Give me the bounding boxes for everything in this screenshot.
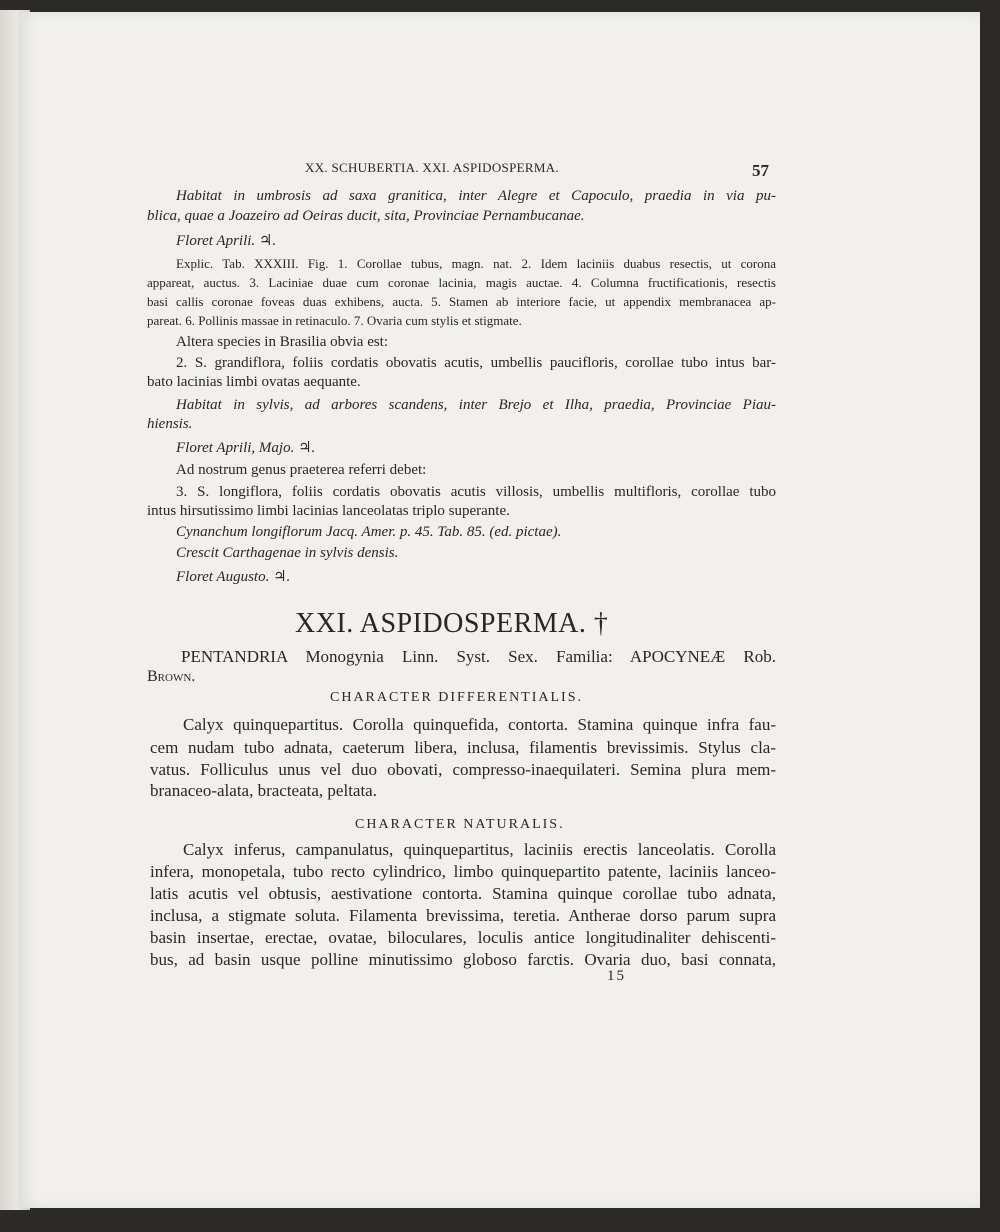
explic-line-2: appareat, auctus. 3. Laciniae duae cum coronae lacinia, magis auctae. 4. Columna fructificationis, resectis bbox=[147, 275, 776, 290]
page-number: 57 bbox=[752, 161, 769, 180]
floret-line-1: Floret Aprili. ♃. bbox=[176, 233, 277, 249]
explic-line-3: basi callis coronae foveas duas exhibens, aucta. 5. Stamen ab interiore facie, ut appendix membranacea ap- bbox=[147, 294, 776, 309]
habitat-line-1: Habitat in umbrosis ad saxa granitica, inter Alegre et Capoculo, praedia in via pu- bbox=[176, 188, 776, 204]
naturalis-line-4: inclusa, a stigmate soluta. Filamenta brevissima, teretia. Antherae dorso parum supra bbox=[150, 906, 776, 925]
differentialis-line-2: cem nudam tubo adnata, caeterum libera, inclusa, filamentis brevissimis. Stylus cla- bbox=[150, 738, 776, 757]
altera-species-line: Altera species in Brasilia obvia est: bbox=[176, 334, 389, 350]
naturalis-line-1: Calyx inferus, campanulatus, quinquepartitus, laciniis erectis lanceolatis. Corolla bbox=[183, 840, 776, 859]
crescit-line: Crescit Carthagenae in sylvis densis. bbox=[176, 545, 399, 561]
habitat-2-line-2: hiensis. bbox=[147, 416, 193, 432]
species-2-line-1: 2. S. grandiflora, foliis cordatis obovatis acutis, umbellis paucifloris, corollae tubo intus bar- bbox=[176, 355, 776, 371]
naturalis-line-5: basin insertae, erectae, ovatae, biloculares, loculis antice longitudinaliter dehiscenti- bbox=[150, 928, 776, 947]
species-3-line-2: intus hirsutissimo limbi lacinias lanceolatas triplo superante. bbox=[147, 503, 510, 519]
species-2-line-2: bato lacinias limbi ovatas aequante. bbox=[147, 374, 361, 390]
naturalis-line-2: infera, monopetala, tubo recto cylindrico, limbo quinquepartito patente, laciniis lanceo- bbox=[150, 862, 776, 881]
signature-mark: 15 bbox=[607, 968, 626, 984]
classification-line-1: PENTANDRIA Monogynia Linn. Syst. Sex. Familia: APOCYNEÆ Rob. bbox=[181, 647, 776, 666]
naturalis-line-6: bus, ad basin usque polline minutissimo globoso farctis. Ovaria duo, basi connata, bbox=[150, 950, 776, 969]
species-3-line-1: 3. S. longiflora, foliis cordatis obovatis acutis villosis, umbellis multifloris, corollae tubo bbox=[176, 484, 776, 500]
habitat-2-line-1: Habitat in sylvis, ad arbores scandens, inter Brejo et Ilha, praedia, Provinciae Piau- bbox=[176, 397, 776, 413]
differentialis-line-3: vatus. Folliculus unus vel duo obovati, compresso-inaequilateri. Semina plura mem- bbox=[150, 760, 776, 779]
ad-nostrum-line: Ad nostrum genus praeterea referri debet: bbox=[176, 462, 427, 478]
differentialis-line-1: Calyx quinquepartitus. Corolla quinquefida, contorta. Stamina quinque infra fau- bbox=[183, 715, 776, 734]
naturalis-line-3: latis acutis vel obtusis, aestivatione contorta. Stamina quinque corollae tubo adnata, bbox=[150, 884, 776, 903]
classification-line-2: Brown. bbox=[147, 668, 196, 685]
habitat-line-2: blica, quae a Joazeiro ad Oeiras ducit, sita, Provinciae Pernambucanae. bbox=[147, 208, 585, 224]
running-title: XX. SCHUBERTIA. XXI. ASPIDOSPERMA. bbox=[305, 160, 559, 175]
explic-line-4: pareat. 6. Pollinis massae in retinaculo. 7. Ovaria cum stylis et stigmate. bbox=[147, 313, 522, 328]
cynanchum-citation: Cynanchum longiflorum Jacq. Amer. p. 45. Tab. 85. (ed. pictae). bbox=[176, 524, 562, 540]
floret-line-3: Floret Augusto. ♃. bbox=[176, 569, 291, 585]
explic-line-1: Explic. Tab. XXXIII. Fig. 1. Corollae tubus, magn. nat. 2. Idem laciniis duabus resectis, ut corona bbox=[176, 256, 776, 271]
differentialis-line-4: branaceo-alata, bracteata, peltata. bbox=[150, 781, 377, 800]
floret-line-2: Floret Aprili, Majo. ♃. bbox=[176, 440, 316, 456]
character-differentialis-heading: CHARACTER DIFFERENTIALIS. bbox=[330, 690, 584, 705]
genus-title: XXI. ASPIDOSPERMA. † bbox=[295, 608, 609, 639]
character-naturalis-heading: CHARACTER NATURALIS. bbox=[355, 817, 565, 832]
